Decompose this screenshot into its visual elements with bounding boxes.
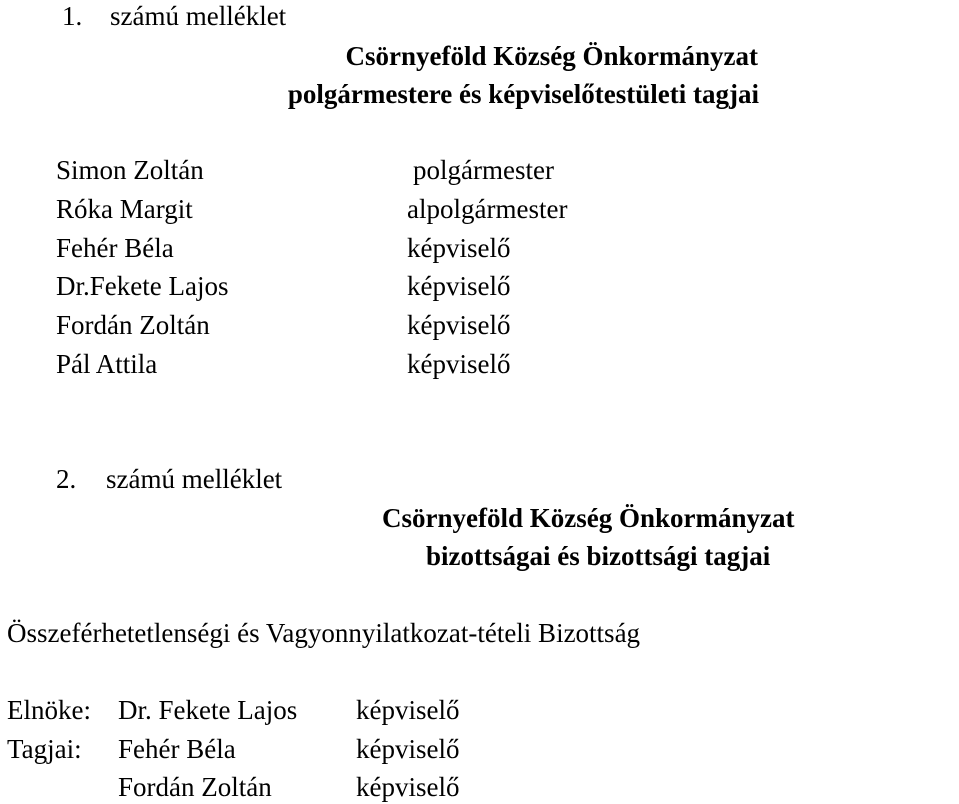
annex-1-number: 1. [62, 1, 83, 31]
member-role: alpolgármester [407, 194, 568, 224]
member-name: Róka Margit [56, 194, 193, 224]
annex-1-label: számú melléklet [110, 1, 287, 31]
member-name: Pál Attila [56, 349, 158, 379]
committee-name: Összeférhetetlenségi és Vagyonnyilatkozat-tételi Bizottság [7, 618, 641, 648]
chair-name: Dr. Fekete Lajos [118, 695, 298, 725]
member-role: polgármester [413, 155, 554, 185]
committee-member-name: Fordán Zoltán [118, 772, 272, 802]
committee-member-name: Fehér Béla [118, 734, 236, 764]
section-2-title-line-2: bizottságai és bizottsági tagjai [426, 541, 771, 571]
member-name: Dr.Fekete Lajos [56, 271, 229, 301]
section-2-title-line-1: Csörnyeföld Község Önkormányzat [382, 503, 795, 533]
chair-role: képviselő [356, 695, 460, 725]
member-name: Fordán Zoltán [56, 310, 210, 340]
committee-member-role: képviselő [356, 734, 460, 764]
member-role: képviselő [407, 349, 511, 379]
member-role: képviselő [407, 310, 511, 340]
member-name: Simon Zoltán [56, 155, 204, 185]
chair-label: Elnöke: [7, 695, 91, 725]
members-label: Tagjai: [7, 734, 82, 764]
member-name: Fehér Béla [56, 233, 174, 263]
annex-2-number: 2. [56, 464, 77, 494]
committee-member-role: képviselő [356, 772, 460, 802]
annex-2-label: számú melléklet [106, 464, 283, 494]
member-role: képviselő [407, 271, 511, 301]
section-1-title-line-2: polgármestere és képviselőtestületi tagjai [287, 79, 759, 109]
member-role: képviselő [407, 233, 511, 263]
section-1-title-line-1: Csörnyeföld Község Önkormányzat [345, 41, 758, 71]
